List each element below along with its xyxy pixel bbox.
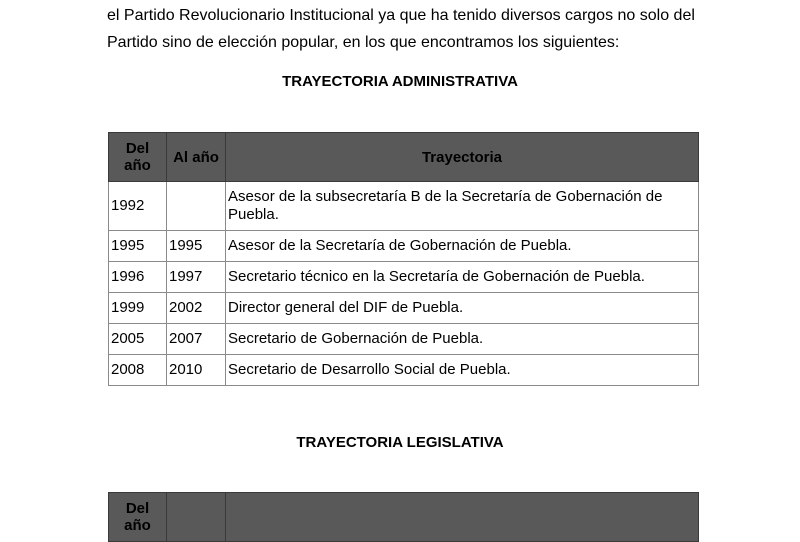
cell-to: 1997 <box>167 262 226 293</box>
table-row <box>109 293 699 324</box>
cell-from: 1995 <box>109 231 167 262</box>
cell-role: Secretario de Gobernación de Puebla. <box>226 324 699 355</box>
cell-role: Secretario de Desarrollo Social de Puebla. <box>226 355 699 386</box>
col-header-to-empty <box>167 493 226 542</box>
cell-from: 2008 <box>109 355 167 386</box>
intro-paragraph <box>107 2 697 56</box>
table-row <box>109 324 699 355</box>
table-row <box>109 262 699 293</box>
cell-to: 2007 <box>167 324 226 355</box>
admin-table <box>108 132 699 386</box>
cell-from: 1999 <box>109 293 167 324</box>
col-header-role: Trayectoria <box>226 133 699 182</box>
cell-from: 1996 <box>109 262 167 293</box>
intro-line-2: Partido sino de elección popular, en los que encontramos los siguientes: <box>107 34 620 51</box>
col-header-to: Al año <box>167 133 226 182</box>
cell-from: 2005 <box>109 324 167 355</box>
cell-to: 2002 <box>167 293 226 324</box>
cell-role: Asesor de la Secretaría de Gobernación de Puebla. <box>226 231 699 262</box>
cell-from: 1992 <box>109 182 167 231</box>
cell-to: 2010 <box>167 355 226 386</box>
table-row <box>109 182 699 231</box>
col-header-from: Del año <box>109 133 167 182</box>
legis-table-header <box>109 493 699 542</box>
cell-role: Director general del DIF de Puebla. <box>226 293 699 324</box>
intro-line-1: el Partido Revolucionario Institucional ya que ha tenido diversos cargos no solo del <box>107 7 695 24</box>
cell-role: Secretario técnico en la Secretaría de Gobernación de Puebla. <box>226 262 699 293</box>
col-header-role-empty <box>226 493 699 542</box>
cell-role: Asesor de la subsecretaría B de la Secretaría de Gobernación de Puebla. <box>226 182 699 231</box>
col-header-from: Del año <box>109 493 167 542</box>
table-row <box>109 231 699 262</box>
cell-to <box>167 182 226 231</box>
table-row <box>109 355 699 386</box>
legis-heading: TRAYECTORIA LEGISLATIVA <box>296 434 504 451</box>
admin-heading: TRAYECTORIA ADMINISTRATIVA <box>282 73 518 90</box>
admin-table-header <box>109 133 699 182</box>
legis-table <box>108 492 699 542</box>
cell-to: 1995 <box>167 231 226 262</box>
